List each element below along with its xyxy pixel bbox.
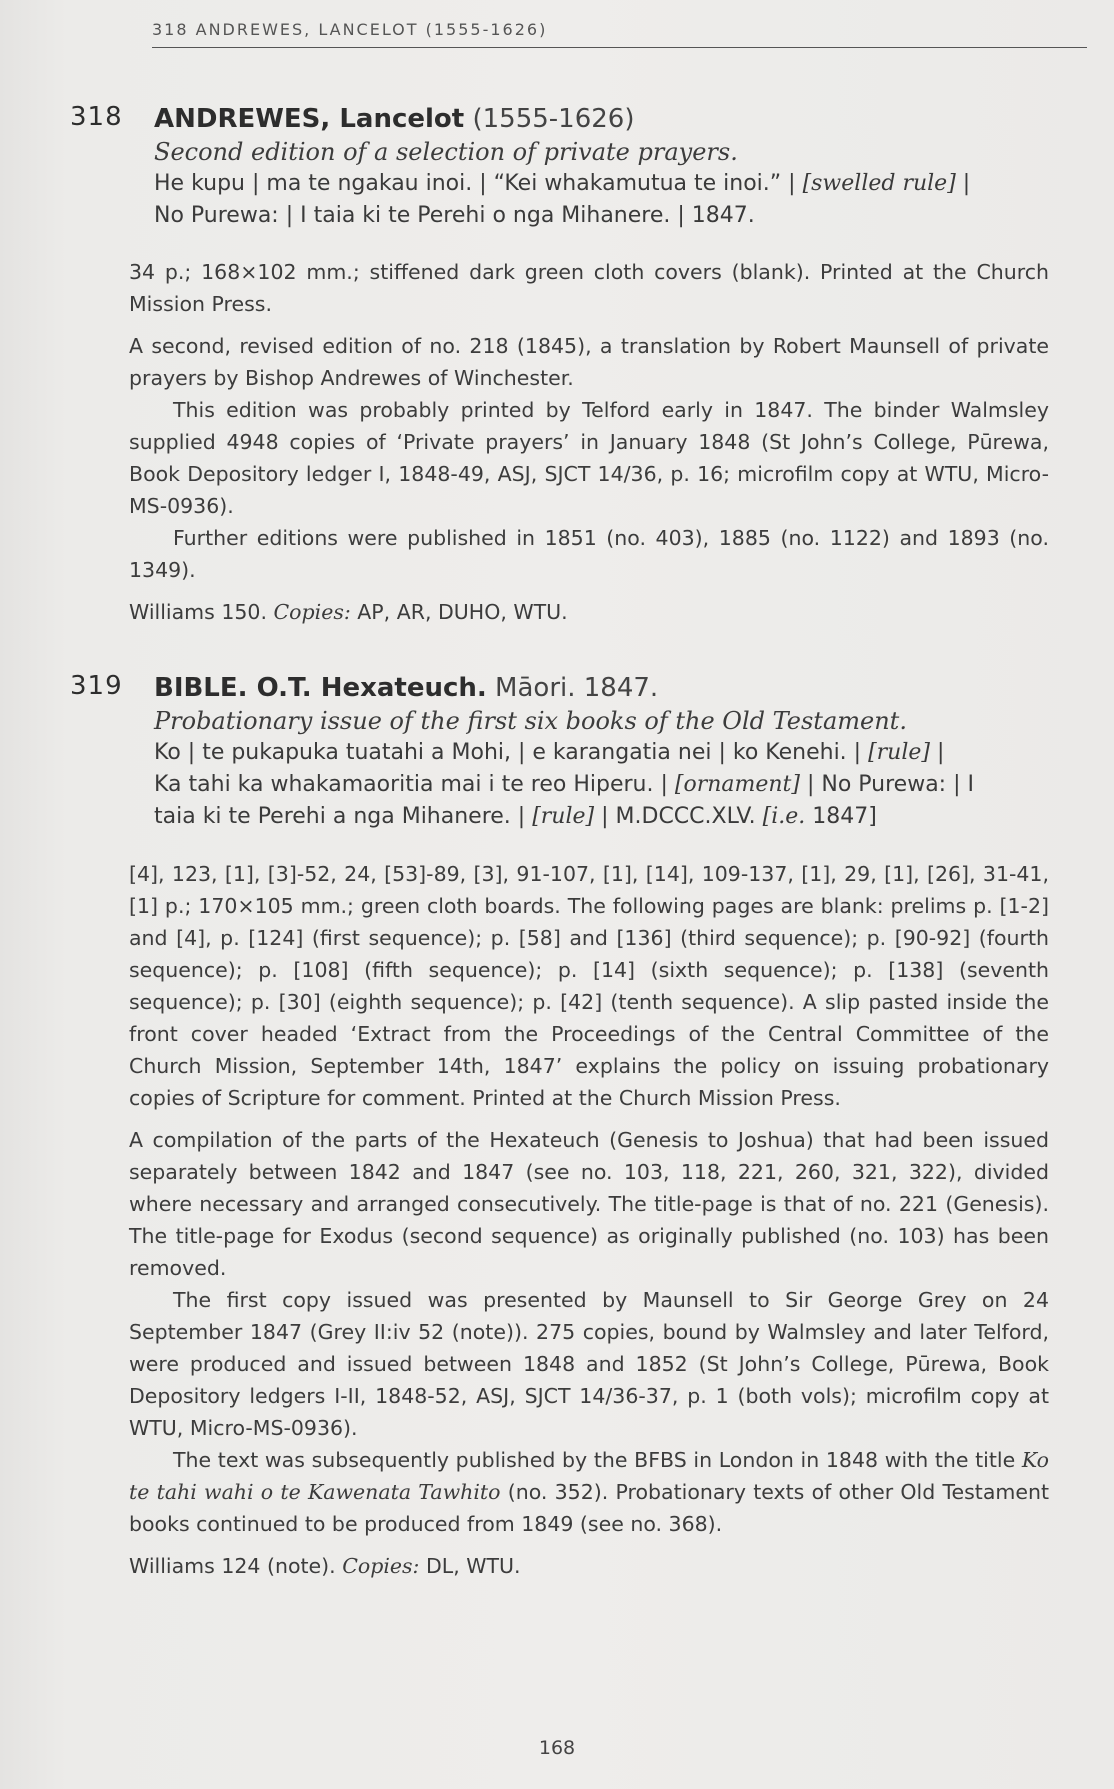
entry-heading <box>154 671 1089 705</box>
note: A compilation of the parts of the Hexateuch (Genesis to Joshua) that had been issued separately between 1842 and 1847 (see no. 103, 118, 221, 260, 321, 322), divided where necessary and arranged consecutively. The title-page is that of no. 221 (Genesis). The title-page for Exodus (second sequence) as originally published (no. 103) has been removed. <box>129 1128 1049 1280</box>
copies-label: Copies: <box>342 1554 420 1578</box>
note-text: (no. 352). Probationary texts of other Old Testament books continued to be produced from 1849 (see no. 368). <box>129 1480 1050 1536</box>
entry-heading <box>154 102 1089 136</box>
transcription-text: No Purewa: | I taia ki te Perehi o nga Mihanere. | 1847. <box>154 203 755 228</box>
note <box>129 1444 1049 1540</box>
collation: 34 p.; 168×102 mm.; stiffened dark green cloth covers (blank). Printed at the Church Mission Press. <box>129 260 1049 316</box>
transcription-text: | <box>955 171 971 196</box>
transcription-text: Ka tahi ka whakamaoritia mai i te reo Hiperu. | <box>154 772 675 797</box>
heading-name: BIBLE. O.T. Hexateuch. <box>154 673 487 703</box>
heading-date: Māori. 1847. <box>495 673 659 703</box>
heading-name: ANDREWES, Lancelot <box>154 104 465 134</box>
title-transcription <box>154 737 1089 833</box>
entry-subtitle: Probationary issue of the first six books of the Old Testament. <box>154 707 907 735</box>
transcription-italic: [i.e. <box>762 804 806 829</box>
transcription-italic: [ornament] <box>674 772 800 797</box>
note: Further editions were published in 1851 (no. 403), 1885 (no. 1122) and 1893 (no. 1349). <box>129 526 1049 582</box>
entry-subtitle: Second edition of a selection of private prayers. <box>154 138 738 166</box>
entry-319-body <box>129 858 1049 1582</box>
transcription-text: | No Purewa: | I <box>799 772 974 797</box>
refs-text: Williams 150. <box>129 600 274 624</box>
references <box>129 596 1049 628</box>
transcription-text: He kupu | ma te ngakau inoi. | “Kei whakamutua te inoi.” | <box>154 171 803 196</box>
title-transcription <box>154 168 1089 232</box>
copies-list: DL, WTU. <box>419 1554 521 1578</box>
note: This edition was probably printed by Telford early in 1847. The binder Walmsley supplied 4948 copies of ‘Private prayers’ in January 1848 (St John’s College, Pūrewa, Book Depository ledger I, 1848-49, ASJ, SJCT 14/36, p. 16; microfilm copy at WTU, Micro-MS-0936). <box>129 398 1049 518</box>
page-number: 168 <box>538 1737 576 1759</box>
transcription-text: taia ki te Perehi a nga Mihanere. | <box>154 804 533 829</box>
note-text: The text was subsequently published by the BFBS in London in 1848 with the title <box>173 1448 1022 1472</box>
entry-header <box>154 102 1089 232</box>
refs-text: Williams 124 (note). <box>129 1554 343 1578</box>
entry-header <box>154 671 1089 833</box>
copies-list: AP, AR, DUHO, WTU. <box>350 600 568 624</box>
transcription-italic: [rule] <box>868 740 930 765</box>
heading-date: (1555-1626) <box>472 104 635 134</box>
entry-number: 318 <box>70 102 123 132</box>
transcription-italic: [swelled rule] <box>802 171 956 196</box>
copies-label: Copies: <box>273 600 351 624</box>
entry-number: 319 <box>70 671 123 701</box>
header-rule <box>152 47 1087 48</box>
entry-318-body <box>129 256 1049 628</box>
transcription-text: | <box>930 740 945 765</box>
collation: [4], 123, [1], [3]-52, 24, [53]-89, [3], 91-107, [1], [14], 109-137, [1], 29, [1], [26], 31-41, [1] p.; 170×105 mm.; green cloth boards. The following pages are blank: prelims p. [1-2] and [4], p. [124] (first sequence); p. [58] and [136] (third sequence); p. [90-92] (fourth sequence); p. [108] (fifth sequence); p. [14] (sixth sequence); p. [138] (seventh sequence); p. [30] (eighth sequence); p. [42] (tenth sequence). A slip pasted inside the front cover headed ‘Extract from the Proceedings of the Central Committee of the Church Mission, September 14th, 1847’ explains the policy on issuing probationary copies of Scripture for comment. Printed at the Church Mission Press. <box>129 862 1049 1110</box>
note: The first copy issued was presented by Maunsell to Sir George Grey on 24 September 1847 (Grey II:iv 52 (note)). 275 copies, bound by Walmsley and later Telford, were produced and issued between 1848 and 1852 (St John’s College, Pūrewa, Book Depository ledgers I-II, 1848-52, ASJ, SJCT 14/36-37, p. 1 (both vols); microfilm copy at WTU, Micro-MS-0936). <box>129 1288 1049 1440</box>
note: A second, revised edition of no. 218 (1845), a translation by Robert Maunsell of private prayers by Bishop Andrewes of Winchester. <box>129 334 1049 390</box>
running-head: 318 ANDREWES, LANCELOT (1555-1626) <box>152 20 548 39</box>
transcription-italic: [rule] <box>532 804 595 829</box>
references <box>129 1550 1049 1582</box>
note-italic-title: Ko te tahi wahi o te Kawenata Tawhito <box>129 1448 1049 1504</box>
transcription-text: 1847] <box>805 804 877 829</box>
transcription-text: Ko | te pukapuka tuatahi a Mohi, | e karangatia nei | ko Kenehi. | <box>154 740 869 765</box>
transcription-text: | M.DCCC.XLV. <box>594 804 763 829</box>
